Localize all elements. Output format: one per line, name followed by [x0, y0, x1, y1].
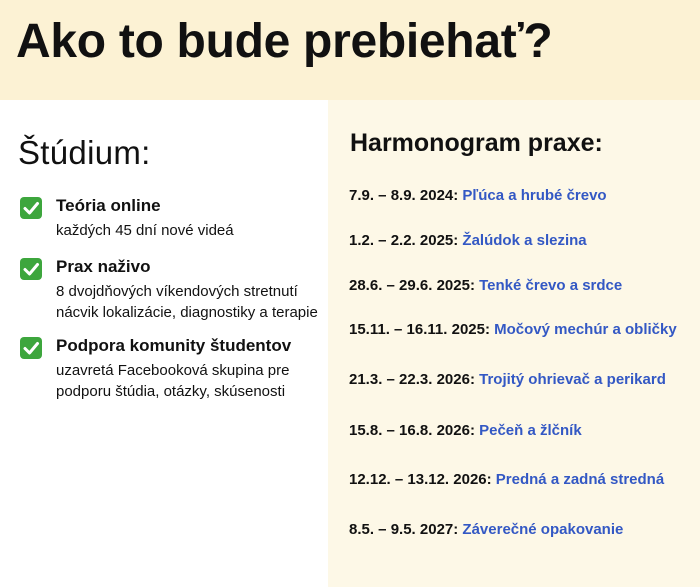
check-mark-icon — [20, 197, 42, 219]
schedule-topic: Pečeň a žlčník — [479, 422, 582, 439]
feature-title: Prax naživo — [56, 257, 151, 276]
schedule-topic: Žalúdok a slezina — [462, 232, 587, 249]
study-heading: Štúdium: — [18, 134, 151, 171]
schedule-topic: Predná a zadná stredná — [495, 471, 665, 488]
schedule-date: 21.3. – 22.3. 2026: — [349, 371, 475, 388]
feature-description-line: nácvik lokalizácie, diagnostiky a terapie — [56, 304, 318, 321]
check-mark-icon — [20, 258, 42, 280]
schedule-row — [349, 232, 587, 249]
schedule-topic: Záverečné opakovanie — [462, 521, 624, 538]
schedule-row — [349, 521, 623, 538]
schedule-date: 12.12. – 13.12. 2026: — [349, 471, 492, 488]
feature-description — [56, 360, 289, 402]
feature-description-line: každých 45 dní nové videá — [56, 222, 234, 239]
schedule-topic: Tenké črevo a srdce — [479, 277, 623, 294]
schedule-date: 7.9. – 8.9. 2024: — [349, 187, 459, 204]
feature-description-line: uzavretá Facebooková skupina pre — [56, 362, 290, 379]
schedule-row — [349, 422, 582, 439]
schedule-panel — [328, 100, 700, 587]
schedule-row — [349, 471, 664, 488]
schedule-topic: Trojitý ohrievač a perikard — [479, 371, 666, 388]
schedule-date: 15.8. – 16.8. 2026: — [349, 422, 475, 439]
schedule-topic: Pľúca a hrubé črevo — [462, 187, 607, 204]
feature-description — [56, 281, 318, 323]
feature-title: Teória online — [56, 196, 161, 215]
schedule-heading: Harmonogram praxe: — [350, 129, 603, 157]
feature-description-line: podporu štúdia, otázky, skúsenosti — [56, 383, 286, 400]
schedule-row — [349, 187, 607, 204]
schedule-row — [349, 277, 622, 294]
schedule-row — [349, 321, 677, 338]
schedule-date: 1.2. – 2.2. 2025: — [349, 232, 459, 249]
schedule-date: 15.11. – 16.11. 2025: — [349, 321, 490, 338]
schedule-row — [349, 371, 666, 388]
check-mark-icon — [20, 337, 42, 359]
schedule-topic: Močový mechúr a obličky — [494, 321, 677, 338]
feature-description — [56, 220, 234, 241]
feature-title: Podpora komunity študentov — [56, 336, 292, 355]
feature-description-line: 8 dvojdňových víkendových stretnutí — [56, 283, 298, 300]
schedule-date: 28.6. – 29.6. 2025: — [349, 277, 475, 294]
page-title: Ako to bude prebiehať? — [16, 15, 553, 68]
schedule-date: 8.5. – 9.5. 2027: — [349, 521, 459, 538]
